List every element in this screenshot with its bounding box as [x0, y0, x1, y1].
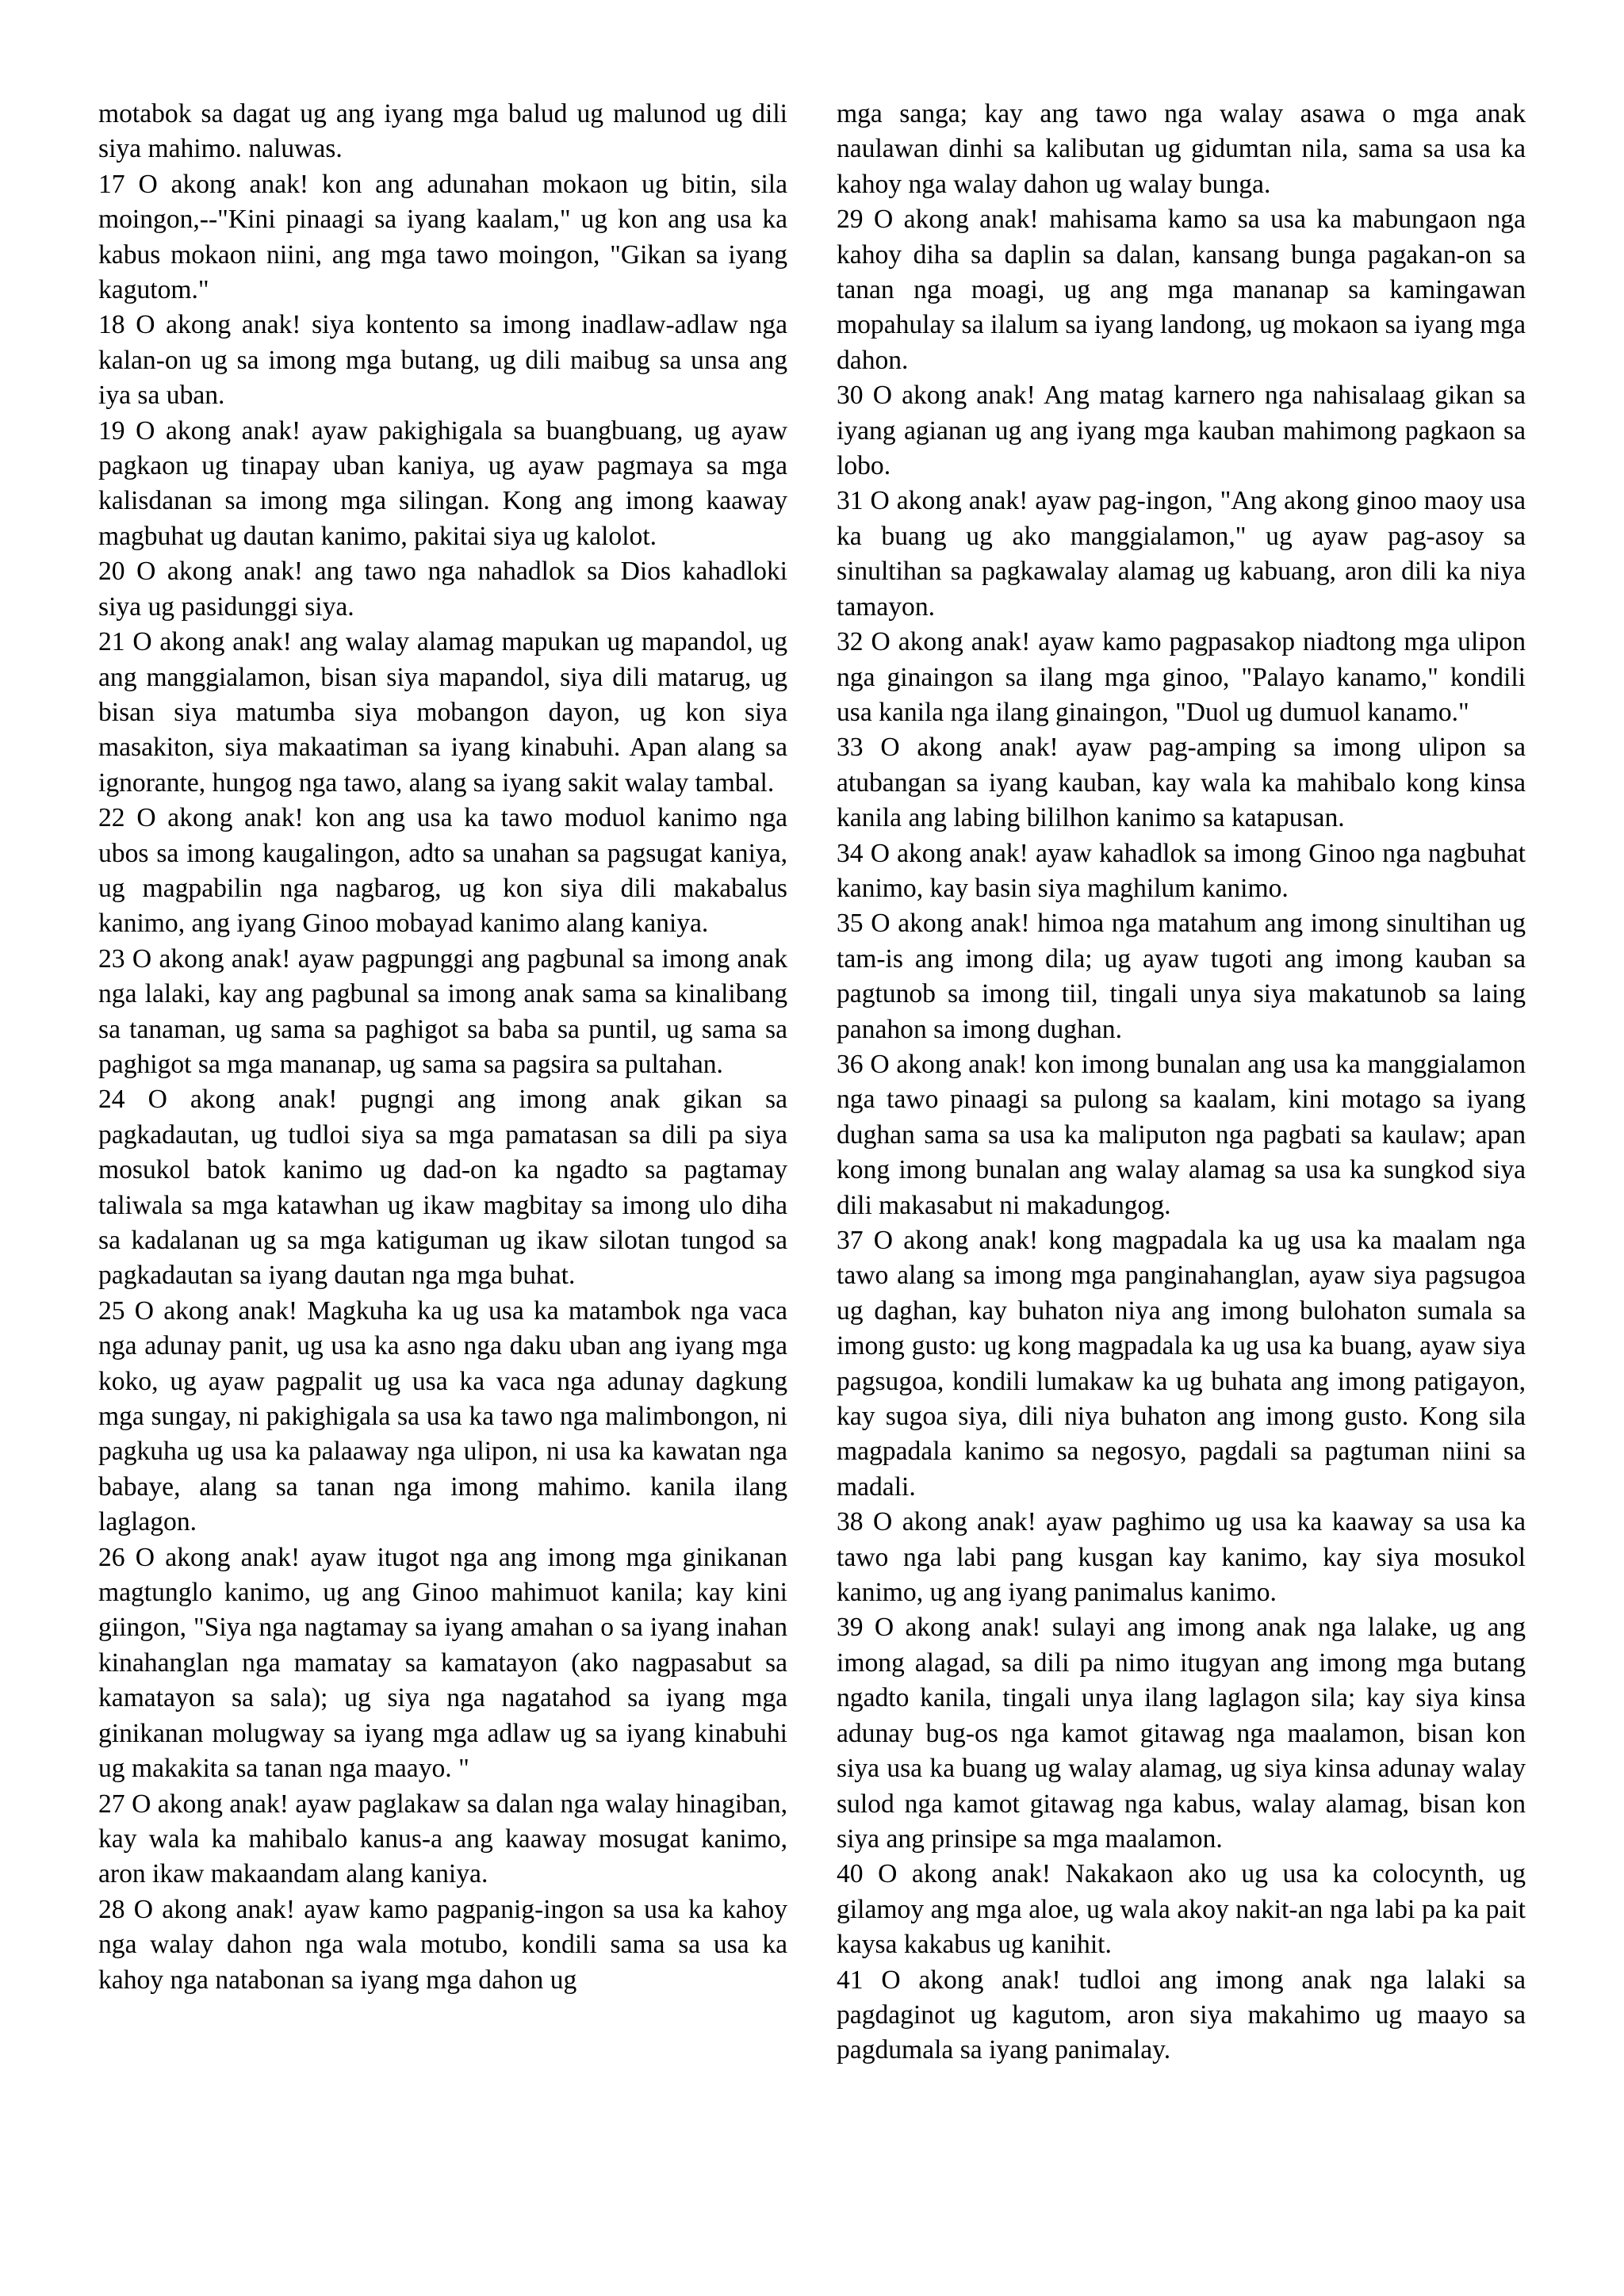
- verse-31: 31 O akong anak! ayaw pag-ingon, "Ang akong ginoo maoy usa ka buang ug ako manggialamon," ug ayaw pag-asoy sa sinultihan sa pagkawalay alamag ug kabuang, aron dili ka niya tamayon.: [837, 486, 1526, 622]
- verse-26: 26 O akong anak! ayaw itugot nga ang imong mga ginikanan magtunglo kanimo, ug ang Ginoo mahimuot kanila; kay kini giingon, "Siya nga nagtamay sa iyang amahan o sa iyang inahan kinahanglan nga mamatay sa kamatayon (ako nagpasabut sa kamatayon sa sala); ug siya nga nagatahod sa iyang mga ginikanan molugway sa iyang mga adlaw ug sa iyang kinabuhi ug makakita sa tanan nga maayo. ": [98, 1542, 787, 1784]
- verse-27: 27 O akong anak! ayaw paglakaw sa dalan nga walay hinagiban, kay wala ka mahibalo kanus-a ang kaaway mosugat kanimo, aron ikaw makaandam alang kaniya.: [98, 1789, 787, 1889]
- verse-20: 20 O akong anak! ang tawo nga nahadlok sa Dios kahadloki siya ug pasidunggi siya.: [98, 557, 787, 622]
- left-column: [98, 97, 787, 1998]
- verse-36: 36 O akong anak! kon imong bunalan ang usa ka manggialamon nga tawo pinaagi sa pulong sa kaalam, kini motago sa iyang dughan sama sa usa ka maliputon nga pagbati sa kaulaw; apan kong imong bunalan ang walay alamag sa usa ka sungkod siya dili makasabut ni makadungog.: [837, 1049, 1526, 1220]
- verse-18: 18 O akong anak! siya kontento sa imong inadlaw-adlaw nga kalan-on ug sa imong mga butang, ug dili maibug sa unsa ang iya sa uban.: [98, 310, 787, 411]
- verse-40: 40 O akong anak! Nakakaon ako ug usa ka colocynth, ug gilamoy ang mga aloe, ug wala akoy nakit-an nga labi pa ka pait kaysa kakabus ug kanihit.: [837, 1859, 1526, 1960]
- verse-32: 32 O akong anak! ayaw kamo pagpasakop niadtong mga ulipon nga ginaingon sa ilang mga ginoo, "Palayo kanamo," kondili usa kanila nga ilang ginaingon, "Duol ug dumuol kanamo.": [837, 627, 1526, 727]
- verse-23: 23 O akong anak! ayaw pagpunggi ang pagbunal sa imong anak nga lalaki, kay ang pagbunal sa imong anak sama sa kinalibang sa tanaman, ug sama sa paghigot sa baba sa puntil, ug sama sa paghigot sa mga mananap, ug sama sa pagsira sa pultahan.: [98, 943, 787, 1079]
- verse-28: 28 O akong anak! ayaw kamo pagpanig-ingon sa usa ka kahoy nga walay dahon nga wala motubo, kondili sama sa usa ka kahoy nga natabonan sa iyang mga dahon ug: [98, 1894, 787, 1995]
- verse-33: 33 O akong anak! ayaw pag-amping sa imong ulipon sa atubangan sa iyang kauban, kay wala ka mahibalo kong kinsa kanila ang labing bililhon kanimo sa katapusan.: [837, 733, 1526, 833]
- verse-21: 21 O akong anak! ang walay alamag mapukan ug mapandol, ug ang manggialamon, bisan siya mapandol, siya dili matarug, ug bisan siya matumba siya mobangon dayon, ug kon siya masakiton, siya makaatiman sa iyang kinabuhi. Apan alang sa ignorante, hungog nga tawo, alang sa iyang sakit walay tambal.: [98, 627, 787, 798]
- paragraph-continuation: motabok sa dagat ug ang iyang mga balud ug malunod ug dili siya mahimo. naluwas.: [98, 99, 787, 164]
- verse-37: 37 O akong anak! kong magpadala ka ug usa ka maalam nga tawo alang sa imong mga panginahanglan, ayaw siya pagsugoa ug daghan, kay buhaton niya ang imong bulohaton sumala sa imong gusto: ug kong magpadala ka ug usa ka buang, ayaw siya pagsugoa, kondili lumakaw ka ug buhata ang imong patigayon, kay sugoa siya, dili niya buhaton ang imong gusto. Kong sila magpadala kanimo sa negosyo, pagdali sa pagtuman niini sa madali.: [837, 1226, 1526, 1502]
- verse-17: 17 O akong anak! kon ang adunahan mokaon ug bitin, sila moingon,--"Kini pinaagi sa iyang kaalam," ug kon ang usa ka kabus mokaon niini, ang mga tawo moingon, "Gikan sa iyang kagutom.": [98, 169, 787, 305]
- verse-41: 41 O akong anak! tudloi ang imong anak nga lalaki sa pagdaginot ug kagutom, aron siya makahimo ug maayo sa pagdumala sa iyang panimalay.: [837, 1965, 1526, 2065]
- verse-25: 25 O akong anak! Magkuha ka ug usa ka matambok nga vaca nga adunay panit, ug usa ka asno nga daku uban ang iyang mga koko, ug ayaw pagpalit ug usa ka vaca nga adunay dagkung mga sungay, ni pakighigala sa usa ka tawo nga malimbongon, ni pagkuha ug usa ka palaaway nga ulipon, ni usa ka kawatan nga babaye, alang sa tanan nga imong mahimo. kanila ilang laglagon.: [98, 1295, 787, 1537]
- verse-24: 24 O akong anak! pugngi ang imong anak gikan sa pagkadautan, ug tudloi siya sa mga pamatasan sa dili pa siya mosukol batok kanimo ug dad-on ka ngadto sa pagtamay taliwala sa mga katawhan ug ikaw magbitay sa imong ulo diha sa kadalanan ug sa mga katiguman ug ikaw silotan tungod sa pagkadautan sa iyang dautan nga mga buhat.: [98, 1085, 787, 1291]
- verse-28-continuation: mga sanga; kay ang tawo nga walay asawa o mga anak naulawan dinhi sa kalibutan ug gidumtan nila, sama sa usa ka kahoy nga walay dahon ug walay bunga.: [837, 99, 1526, 199]
- right-column: [837, 97, 1526, 2068]
- verse-34: 34 O akong anak! ayaw kahadlok sa imong Ginoo nga nagbuhat kanimo, kay basin siya maghilum kanimo.: [837, 838, 1526, 903]
- verse-29: 29 O akong anak! mahisama kamo sa usa ka mabungaon nga kahoy diha sa daplin sa dalan, kansang bunga pagakan-on sa tanan nga moagi, ug ang mga mananap sa kamingawan mopahulay sa ilalum sa iyang landong, ug mokaon sa iyang mga dahon.: [837, 205, 1526, 375]
- verse-22: 22 O akong anak! kon ang usa ka tawo moduol kanimo nga ubos sa imong kaugalingon, adto sa unahan sa pagsugat kaniya, ug magpabilin nga nagbarog, ug kon siya dili makabalus kanimo, ang iyang Ginoo mobayad kanimo alang kaniya.: [98, 803, 787, 939]
- verse-30: 30 O akong anak! Ang matag karnero nga nahisalaag gikan sa iyang agianan ug ang iyang mga kauban mahimong pagkaon sa lobo.: [837, 381, 1526, 481]
- verse-19: 19 O akong anak! ayaw pakighigala sa buangbuang, ug ayaw pagkaon ug tinapay uban kaniya, ug ayaw pagmaya sa mga kalisdanan sa imong mga silingan. Kong ang imong kaaway magbuhat ug dautan kanimo, pakitai siya ug kalolot.: [98, 415, 787, 551]
- verse-39: 39 O akong anak! sulayi ang imong anak nga lalake, ug ang imong alagad, sa dili pa nimo itugyan ang imong mga butang ngadto kanila, tingali unya ilang laglagon sila; kay siya kinsa adunay bug-os nga kamot gitawag nga maalamon, bisan kon siya usa ka buang ug walay alamag, ug siya kinsa adunay walay sulod nga kamot gitawag nga kabus, walay alamag, bisan kon siya ang prinsipe sa mga maalamon.: [837, 1613, 1526, 1854]
- verse-35: 35 O akong anak! himoa nga matahum ang imong sinultihan ug tam-is ang imong dila; ug ayaw tugoti ang imong kauban sa pagtunob sa imong tiil, tingali unya siya makatunob sa laing panahon sa imong dughan.: [837, 909, 1526, 1044]
- verse-38: 38 O akong anak! ayaw paghimo ug usa ka kaaway sa usa ka tawo nga labi pang kusgan kay kanimo, kay siya mosukol kanimo, ug ang iyang panimalus kanimo.: [837, 1507, 1526, 1608]
